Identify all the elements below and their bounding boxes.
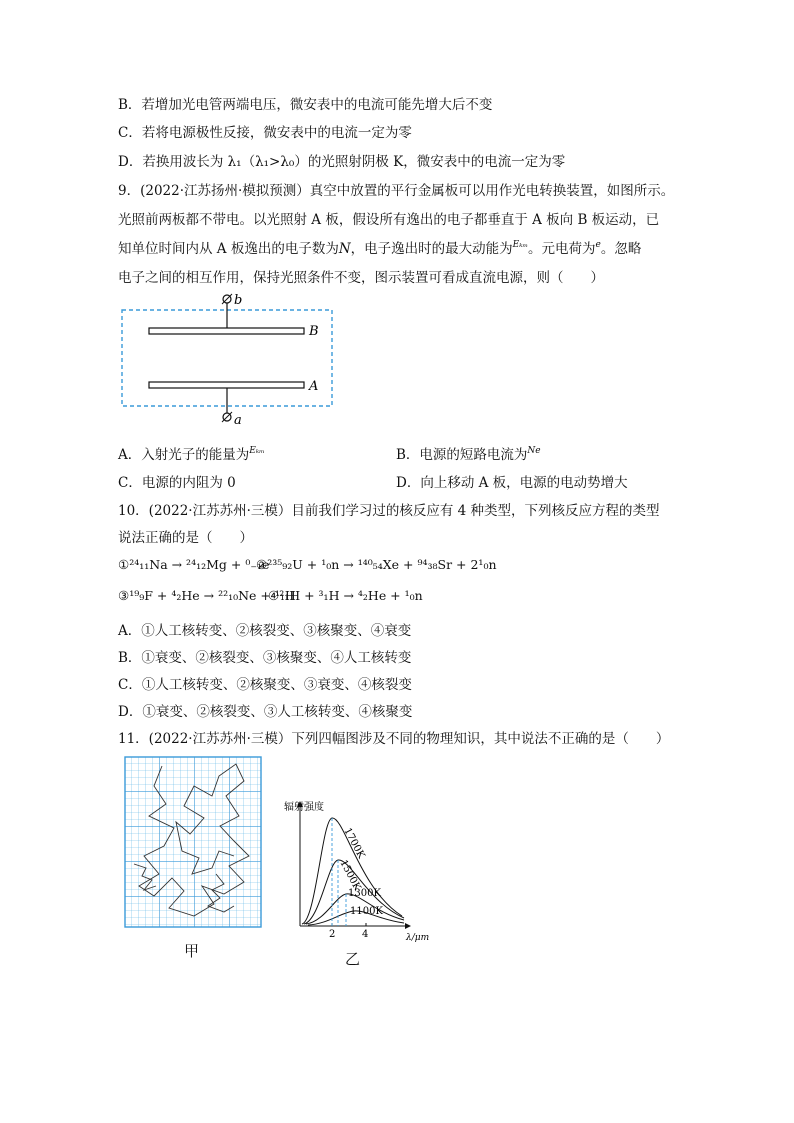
figure-yi-blackbody [280, 790, 440, 950]
plate-b [149, 328, 304, 334]
symbol-ne: Ne [527, 446, 541, 456]
curve-label-1100k: 1100K [350, 906, 383, 917]
q9-text: ，电子逸出时的最大动能为 [350, 241, 513, 257]
q9-stem-line3 [118, 237, 641, 257]
q9-text: 。元电荷为 [528, 241, 596, 257]
q9-option-d: D．向上移动 A 板，电源的电动势增大 [396, 475, 628, 491]
q10-stem-line2: 说法正确的是（ ） [118, 530, 253, 546]
q8-option-d: D．若换用波长为 λ₁（λ₁>λ₀）的光照射阴极 K，微安表中的电流一定为零 [118, 154, 566, 170]
terminal-a-label: a [234, 413, 242, 428]
q8-option-b: B．若增加光电管两端电压，微安表中的电流可能先增大后不变 [118, 97, 493, 113]
q9-option-b [396, 443, 541, 463]
option-text: B．电源的短路电流为 [396, 447, 528, 463]
tick-label: 4 [362, 929, 369, 940]
q9-text: 知单位时间内从 A 板逸出的电子数为 [118, 241, 339, 257]
grid-background [125, 757, 261, 927]
symbol-e: e [595, 240, 601, 250]
q11-stem: 11．(2022·江苏苏州·三模）下列四幅图涉及不同的物理知识，其中说法不正确的是（ ） [118, 731, 670, 747]
symbol-ekm: Eₖₘ [512, 240, 529, 250]
terminal-b-label: b [234, 293, 243, 308]
q10-option-b: B．①衰变、②核裂变、③核聚变、④人工核转变 [118, 650, 412, 666]
q10-equation-2: ②²³⁵₉₂U + ¹₀n → ¹⁴⁰₅₄Xe + ⁹⁴₃₈Sr + 2¹₀n [256, 557, 497, 572]
q10-equation-1: ①²⁴₁₁Na → ²⁴₁₂Mg + ⁰₋₁e [118, 557, 270, 572]
plate-a-label: A [309, 379, 319, 394]
y-axis-label: 辐射强度 [284, 802, 324, 813]
q9-stem-line2: 光照前两板都不带电。以光照射 A 板，假设所有逸出的电子都垂直于 A 板向 B 板运动，已 [118, 212, 660, 228]
curve-label-1500k: 1500K [337, 858, 363, 893]
tick-label: 2 [329, 929, 336, 940]
symbol-ekm: Eₖₘ [249, 446, 265, 456]
curve-label-1700k: 1700K [341, 826, 367, 861]
x-axis-label: λ/μm [406, 933, 430, 943]
plate-b-label: B [309, 324, 319, 339]
symbol-N: N [338, 241, 351, 257]
plate-a [149, 382, 304, 388]
q9-stem-line1: 9．(2022·江苏扬州·模拟预测）真空中放置的平行金属板可以用作光电转换装置，如图所示。 [118, 183, 675, 199]
q10-stem-line1: 10．(2022·江苏苏州·三模）目前我们学习过的核反应有 4 种类型，下列核反应方程的类型 [118, 503, 660, 519]
figure-jia-brownian-motion [124, 756, 264, 931]
q10-option-d: D．①衰变、②核裂变、③人工核转变、④核聚变 [118, 704, 413, 720]
q9-plate-diagram [118, 290, 340, 430]
figure-jia-label: 甲 [184, 942, 200, 960]
q10-equation-3: ③¹⁹₉F + ⁴₂He → ²²₁₀Ne + ¹₁H [118, 588, 296, 603]
q9-option-a [118, 443, 265, 463]
q10-option-a: A．①人工核转变、②核裂变、③核聚变、④衰变 [118, 623, 412, 639]
q9-stem-line4: 电子之间的相互作用，保持光照条件不变，图示装置可看成直流电源，则（ ） [118, 270, 604, 286]
q9-option-c: C．电源的内阻为 0 [118, 475, 236, 491]
option-text: A．入射光子的能量为 [118, 447, 250, 463]
q10-option-c: C．①人工核转变、②核聚变、③衰变、④核裂变 [118, 677, 412, 693]
figure-yi-label: 乙 [345, 950, 361, 968]
curve-label-1300k: 1300K [348, 888, 381, 899]
q8-option-c: C．若将电源极性反接，微安表中的电流一定为零 [118, 125, 412, 141]
q9-text: 。忽略 [600, 241, 642, 257]
q10-equation-4: ④²₁H + ³₁H → ⁴₂He + ¹₀n [268, 588, 423, 603]
